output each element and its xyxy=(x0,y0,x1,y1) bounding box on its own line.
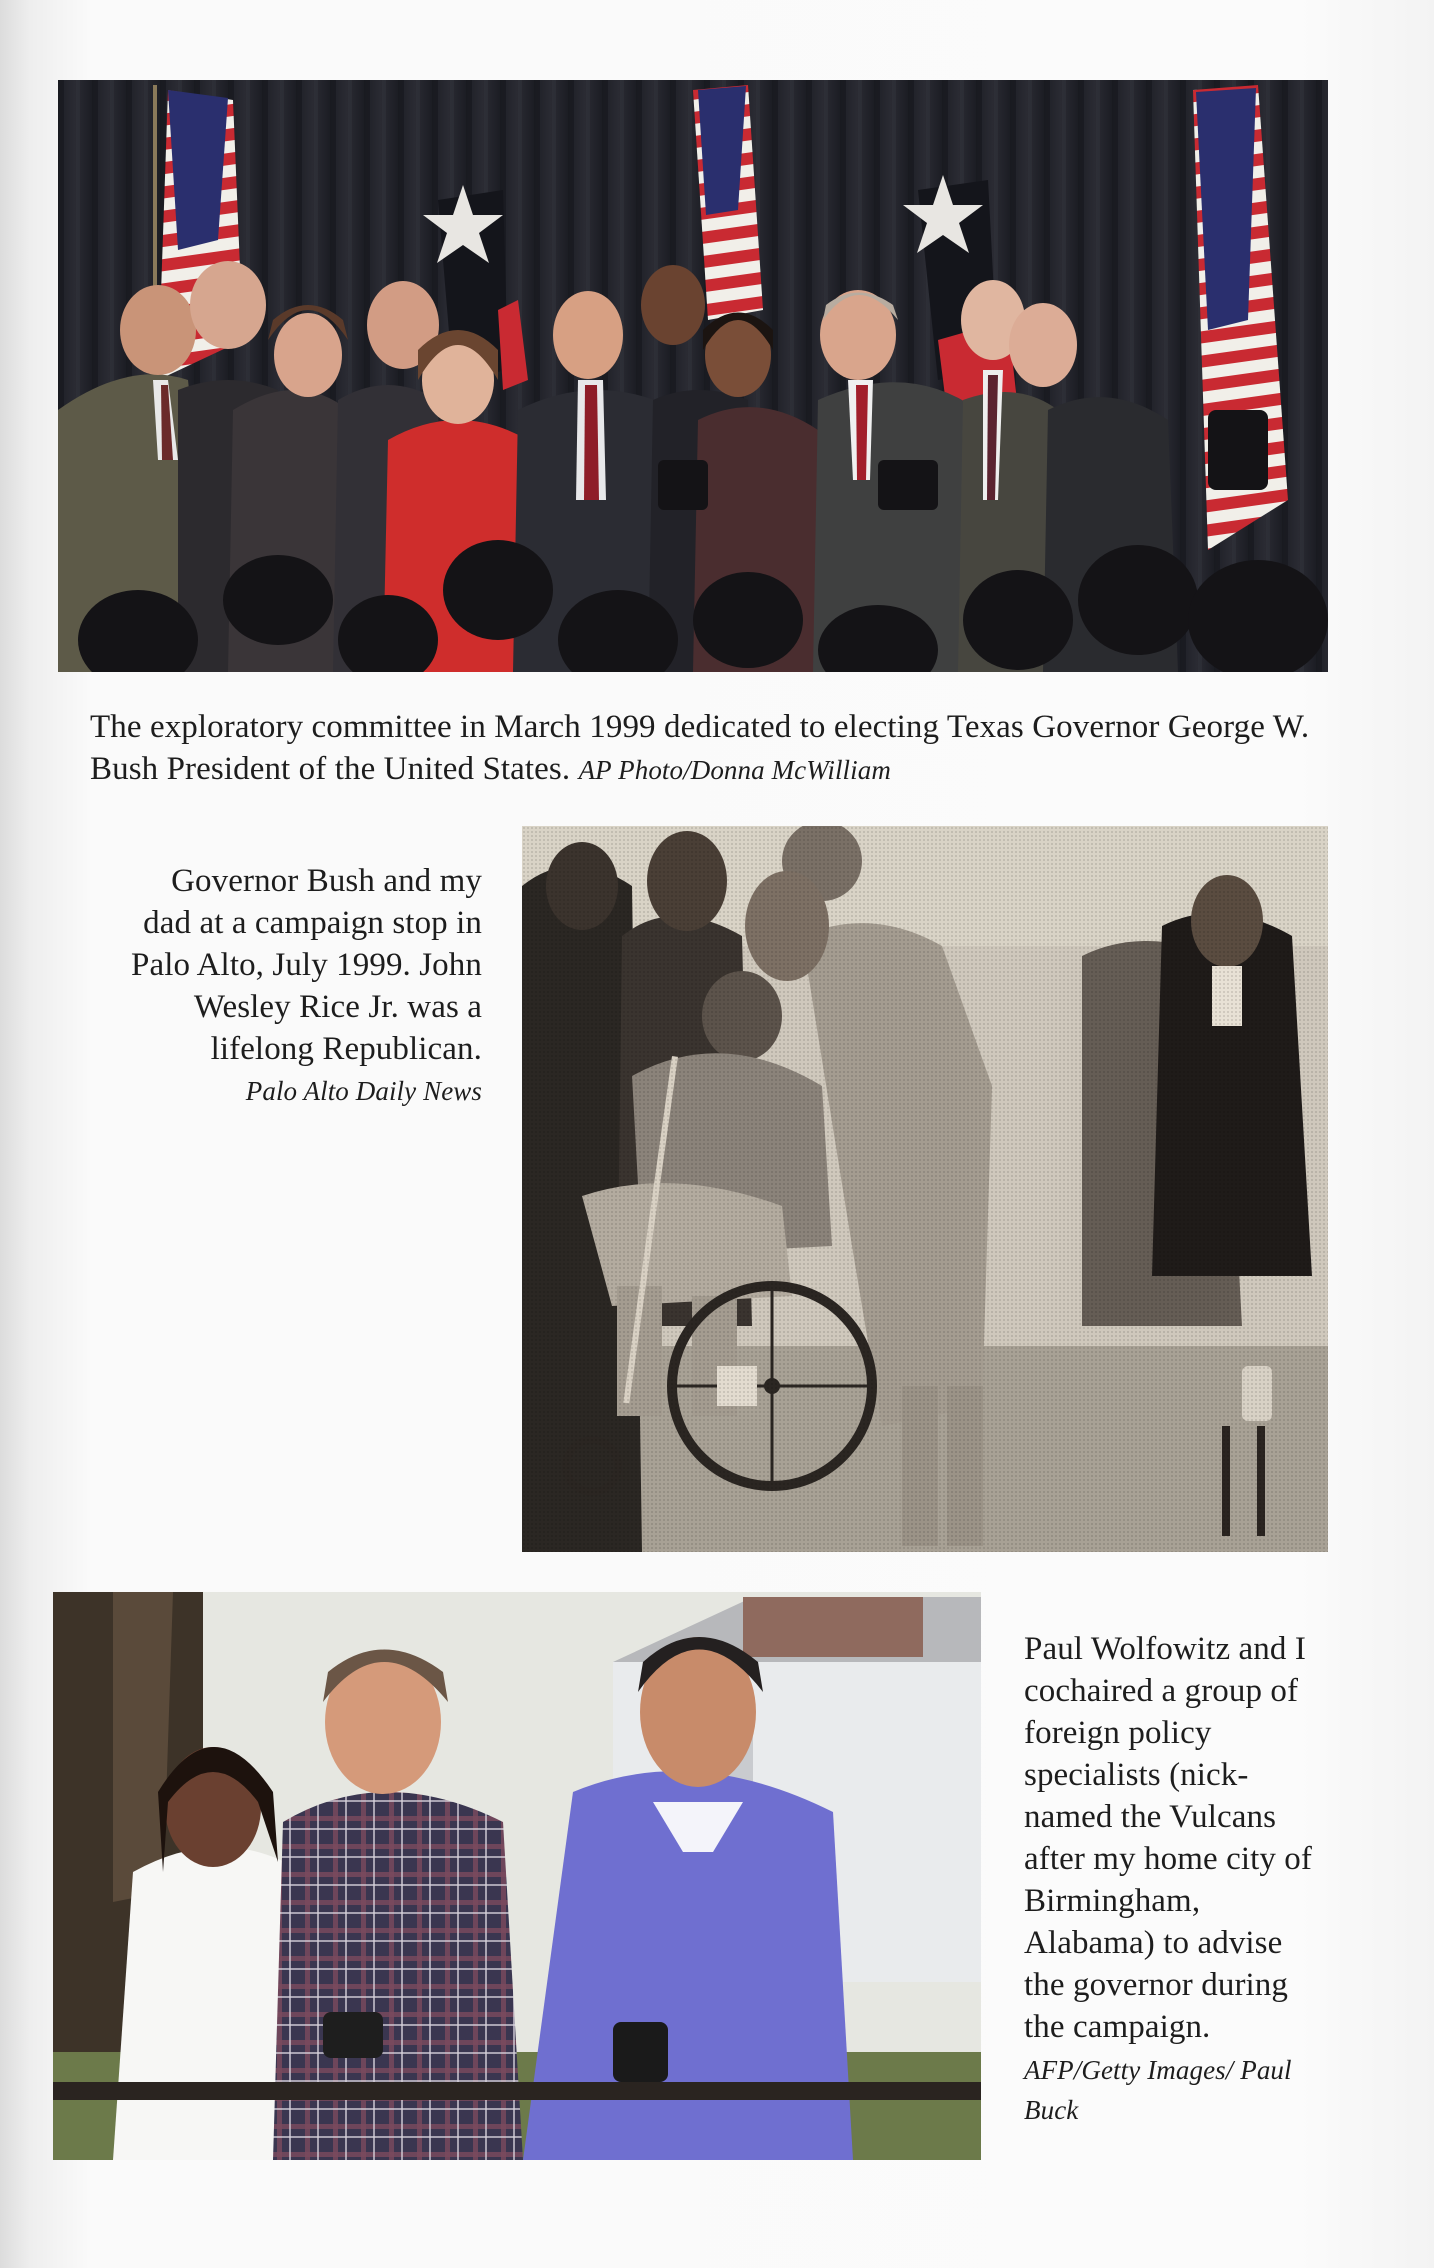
photo-credit: AFP/Getty Images/ Paul Buck xyxy=(1024,2055,1292,2125)
photo-vulcans-image xyxy=(53,1592,981,2160)
photo-exploratory-committee xyxy=(58,80,1328,672)
caption-vulcans xyxy=(1024,1628,1324,2130)
caption-text: The exploratory committee in March 1999 dedicated to electing Texas Governor George W. Bush President of the United States. xyxy=(90,709,1310,787)
photo-credit: Palo Alto Daily News xyxy=(245,1076,482,1106)
photo-exploratory-committee-image xyxy=(58,80,1328,672)
caption-text: Governor Bush and my dad at a campaign stop in Palo Alto, July 1999. John Wesley Rice Jr. was a lifelong Republican. xyxy=(131,863,482,1067)
photo-palo-alto-campaign-stop-image xyxy=(522,826,1328,1552)
caption-text: Paul Wolfowitz and I cochaired a group of foreign policy specialists (nick-named the Vulcans after my home city of Birmingham, Alabama) to advise the governor during the campaign. xyxy=(1024,1631,1312,2045)
photo-palo-alto-campaign-stop xyxy=(522,826,1328,1552)
photo-credit: AP Photo/Donna McWilliam xyxy=(578,755,891,785)
caption-exploratory-committee xyxy=(90,706,1335,791)
caption-palo-alto-campaign-stop xyxy=(130,860,482,1112)
photo-vulcans xyxy=(53,1592,981,2160)
